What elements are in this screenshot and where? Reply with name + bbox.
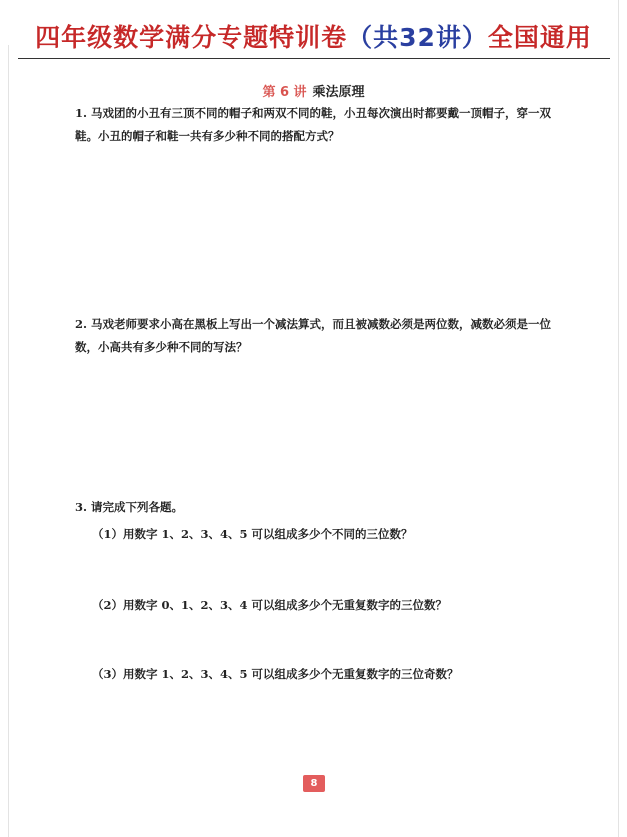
banner-title [0, 18, 627, 54]
lesson-number: 第 6 讲 [262, 85, 307, 100]
question-3-part-3: （3）用数字 1、2、3、4、5 可以组成多少个无重复数字的三位奇数？ [92, 667, 459, 681]
question-1 [75, 102, 565, 148]
question-3-part-1: （1）用数字 1、2、3、4、5 可以组成多少个不同的三位数？ [92, 527, 413, 541]
question-2 [75, 313, 565, 359]
page-edge-right [618, 0, 619, 837]
lesson-title: 乘法原理 [312, 85, 365, 100]
question-number: 2. [75, 317, 88, 331]
banner-title-count: （共32讲） [347, 23, 488, 52]
question-3 [75, 496, 565, 519]
banner-divider [18, 58, 610, 59]
banner-title-main: 四年级数学满分专题特训卷 [35, 23, 348, 52]
question-number: 1. [75, 106, 88, 120]
question-text: 请完成下列各题。 [91, 500, 184, 514]
page-number-badge: 8 [303, 775, 325, 792]
question-number: 3. [75, 500, 88, 514]
banner-title-scope: 全国通用 [487, 23, 592, 52]
lesson-heading [0, 81, 627, 100]
question-text: 马戏团的小丑有三顶不同的帽子和两双不同的鞋，小丑每次演出时都要戴一顶帽子，穿一双鞋。小丑的帽子和鞋一共有多少种不同的搭配方式？ [75, 106, 552, 143]
question-3-part-2: （2）用数字 0、1、2、3、4 可以组成多少个无重复数字的三位数？ [92, 598, 448, 612]
question-text: 马戏老师要求小高在黑板上写出一个减法算式，而且被减数必须是两位数，减数必须是一位数，小高共有多少种不同的写法？ [75, 317, 552, 354]
page-edge-left [8, 45, 9, 837]
